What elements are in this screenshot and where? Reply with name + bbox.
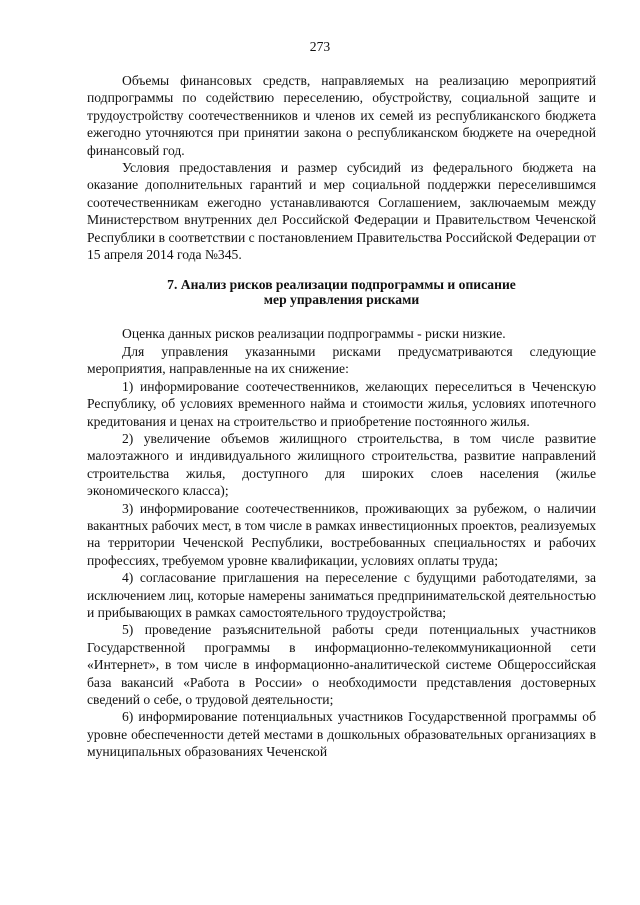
section-heading-line-2: мер управления рисками	[263, 292, 420, 308]
document-body	[87, 72, 596, 761]
paragraph-risk-measures-intro: Для управления указанными рисками предусматриваются следующие мероприятия, направленные на их снижение:	[87, 343, 596, 377]
paragraph-funding-volumes: Объемы финансовых средств, направляемых на реализацию мероприятий подпрограммы по содействию переселению, обустройству, социальной защите и трудоустройству соотечественников и членов их семей из республиканского бюджета ежегодно уточняются при принятии закона о республиканском бюджете на очередной финансовый год.	[87, 73, 596, 158]
list-item-4: 4) согласование приглашения на переселение с будущими работодателями, за исключением лиц, которые намерены заниматься предпринимательской деятельностью и прибывающих в рамках самостоятельного трудоустройства;	[87, 570, 596, 620]
list-item-5: 5) проведение разъяснительной работы среди потенциальных участников Государственной программы в информационно-телекоммуникационной сети «Интернет», в том числе в информационно-аналитической системе Общероссийская база вакансий «Работа в России» о необходимости представления достоверных сведений о себе, о трудовой деятельности;	[87, 622, 596, 707]
list-item-6: 6) информирование потенциальных участников Государственной программы об уровне обеспеченности детей местами в дошкольных образовательных организациях в муниципальных образованиях Чеченской	[87, 709, 596, 760]
paragraph-risk-assessment: Оценка данных рисков реализации подпрограммы - риски низкие.	[122, 326, 506, 342]
list-item-3: 3) информирование соотечественников, проживающих за рубежом, о наличии вакантных рабочих мест, в том числе в рамках инвестиционных проектов, реализуемых на территории Чеченской Республики, востребованных специальностях и рабочих профессиях, требуемом уровне квалификации, условиях оплаты труда;	[87, 500, 596, 568]
section-heading-line-1: 7. Анализ рисков реализации подпрограммы и описание	[167, 277, 516, 293]
list-item-2: 2) увеличение объемов жилищного строительства, в том числе развитие малоэтажного и индивидуального жилищного строительства, развитие направлений строительства жилья, доступного для широких слоев населения (жилье экономического класса);	[87, 430, 596, 499]
paragraph-subsidy-conditions: Условия предоставления и размер субсидий из федерального бюджета на оказание дополнительных гарантий и мер социальной поддержки переселившимся соотечественникам ежегодно устанавливаются Соглашением, заключаемым между Министерством внутренних дел Российской Федерации и Правительством Чеченской Республики в соответствии с постановлением Правительства Российской Федерации от 15 апреля 2014 года №345.	[87, 160, 596, 263]
list-item-1: 1) информирование соотечественников, желающих переселиться в Чеченскую Республику, об условиях временного найма и стоимости жилья, условиях ипотечного кредитования и ценах на строительство и приобретение постоянного жилья.	[87, 378, 596, 429]
section-heading	[87, 277, 596, 307]
page-number: 273	[309, 39, 331, 54]
